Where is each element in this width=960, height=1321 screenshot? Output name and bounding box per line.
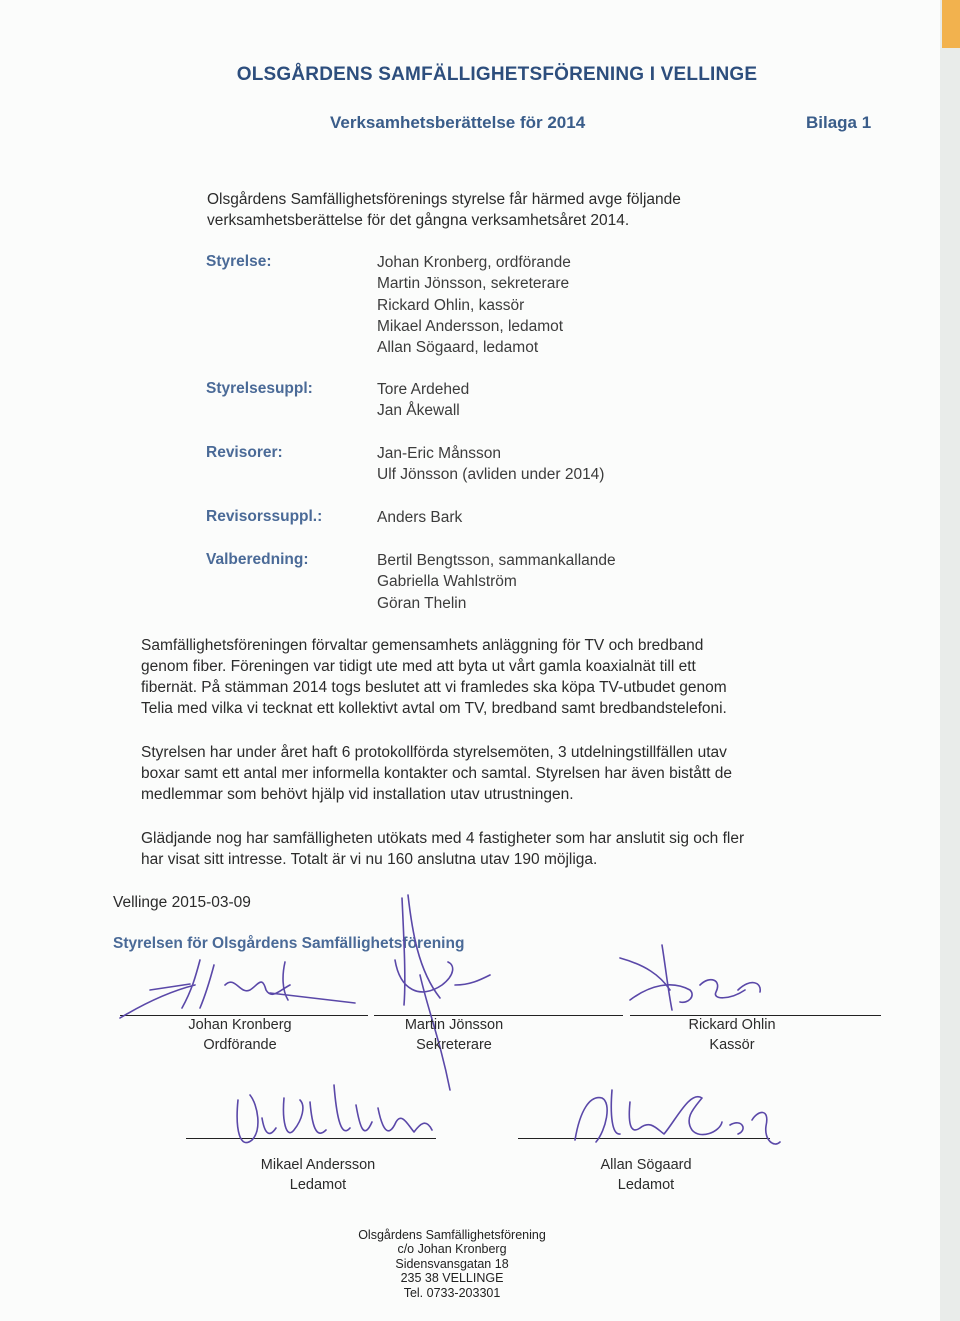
signatory-role: Ordförande [203,1036,277,1053]
label-nomination: Valberedning: [206,551,309,568]
paragraph-line: genom fiber. Föreningen var tidigt ute med att byta ut vårt gamla koaxialnät till ett [141,658,696,675]
board-member: Mikael Andersson, ledamot [377,317,564,335]
deputy: Jan Åkewall [377,402,460,420]
report-subtitle: Verksamhetsberättelse för 2014 [330,113,586,132]
signature-ohlin [620,945,760,1010]
footer-line: 235 38 VELLINGE [400,1271,504,1286]
signature-jonsson [395,895,490,1090]
signatory-name: Rickard Ohlin [688,1017,776,1033]
label-auditors: Revisorer: [206,444,283,461]
auditor: Ulf Jönsson (avliden under 2014) [377,466,605,484]
paragraph-line: Telia med vilka vi tecknat ett kollektivt avtal om TV, bredband samt bredbandstelefoni. [141,700,727,717]
signatory-name: Allan Sögaard [600,1157,692,1173]
auditor: Jan-Eric Månsson [377,445,502,462]
paragraph-line: fibernät. På stämman 2014 togs beslutet att vi framledes ska köpa TV-utbudet genom [141,679,727,696]
intro-line: Olsgårdens Samfällighetsförenings styrelse får härmed avge följande [207,191,681,208]
signatory-sogaard [546,1156,746,1195]
label-board: Styrelse: [206,253,272,270]
signatory-role: Ledamot [289,1176,347,1193]
attachment-label: Bilaga 1 [806,113,872,132]
signatory-jonsson [374,1016,534,1055]
board-member: Rickard Ohlin, kassör [377,296,525,314]
org-title: OLSGÅRDENS SAMFÄLLIGHETSFÖRENING I VELLINGE [236,64,758,85]
signatory-role: Ledamot [617,1176,675,1193]
paragraph-line: medlemmar som behövt hjälp vid installation utav utrustningen. [141,786,574,803]
signatory-kronberg [120,1016,360,1055]
board-member: Johan Kronberg, ordförande [377,254,571,271]
label-auditor-deputies: Revisorssuppl.: [206,508,323,525]
signatory-andersson [218,1156,418,1195]
signoff-heading: Styrelsen för Olsgårdens Samfällighetsförening [113,935,465,952]
footer-line: Olsgårdens Samfällighetsförening [358,1228,546,1242]
signature-andersson [237,1085,432,1143]
paragraph-line: boxar samt ett antal mer informella kontakter och samtal. Styrelsen har även bistått de [141,765,732,782]
nomination-member: Bertil Bengtsson, sammankallande [377,552,616,569]
signatory-role: Kassör [709,1036,755,1053]
paragraph-line: Styrelsen har under året haft 6 protokollförda styrelsemöten, 3 utdelningstillfällen utav [141,744,727,761]
signatory-name: Mikael Andersson [260,1157,376,1173]
signatory-ohlin [632,1016,832,1055]
nomination-member: Göran Thelin [377,594,467,612]
board-member: Allan Sögaard, ledamot [377,339,539,357]
label-deputies: Styrelsesuppl: [206,380,313,397]
paragraph-line: Samfällighetsföreningen förvaltar gemensamhets anläggning för TV och bredband [141,637,704,654]
signature-kronberg [120,960,355,1018]
auditor-deputy: Anders Bark [377,509,463,526]
footer-address [320,1228,584,1300]
place-date: Vellinge 2015-03-09 [113,894,251,911]
signatory-role: Sekreterare [416,1036,492,1053]
intro-line: verksamhetsberättelse för det gångna verksamhetsåret 2014. [207,212,630,229]
paragraph-line: Glädjande nog har samfälligheten utökats med 4 fastigheter som har anslutit sig och fler [141,830,745,847]
footer-line: Sidensvansgatan 18 [395,1256,509,1271]
signatory-name: Martin Jönsson [404,1017,504,1033]
signatory-name: Johan Kronberg [188,1017,292,1033]
footer-line: c/o Johan Kronberg [397,1242,507,1257]
footer-line: Tel. 0733-203301 [403,1285,501,1300]
board-member: Martin Jönsson, sekreterare [377,275,570,293]
nomination-member: Gabriella Wahlström [377,573,517,591]
paragraph-line: har visat sitt intresse. Totalt är vi nu 160 anslutna utav 190 möjliga. [141,851,598,868]
deputy: Tore Ardehed [377,381,470,398]
signature-sogaard [575,1090,780,1144]
